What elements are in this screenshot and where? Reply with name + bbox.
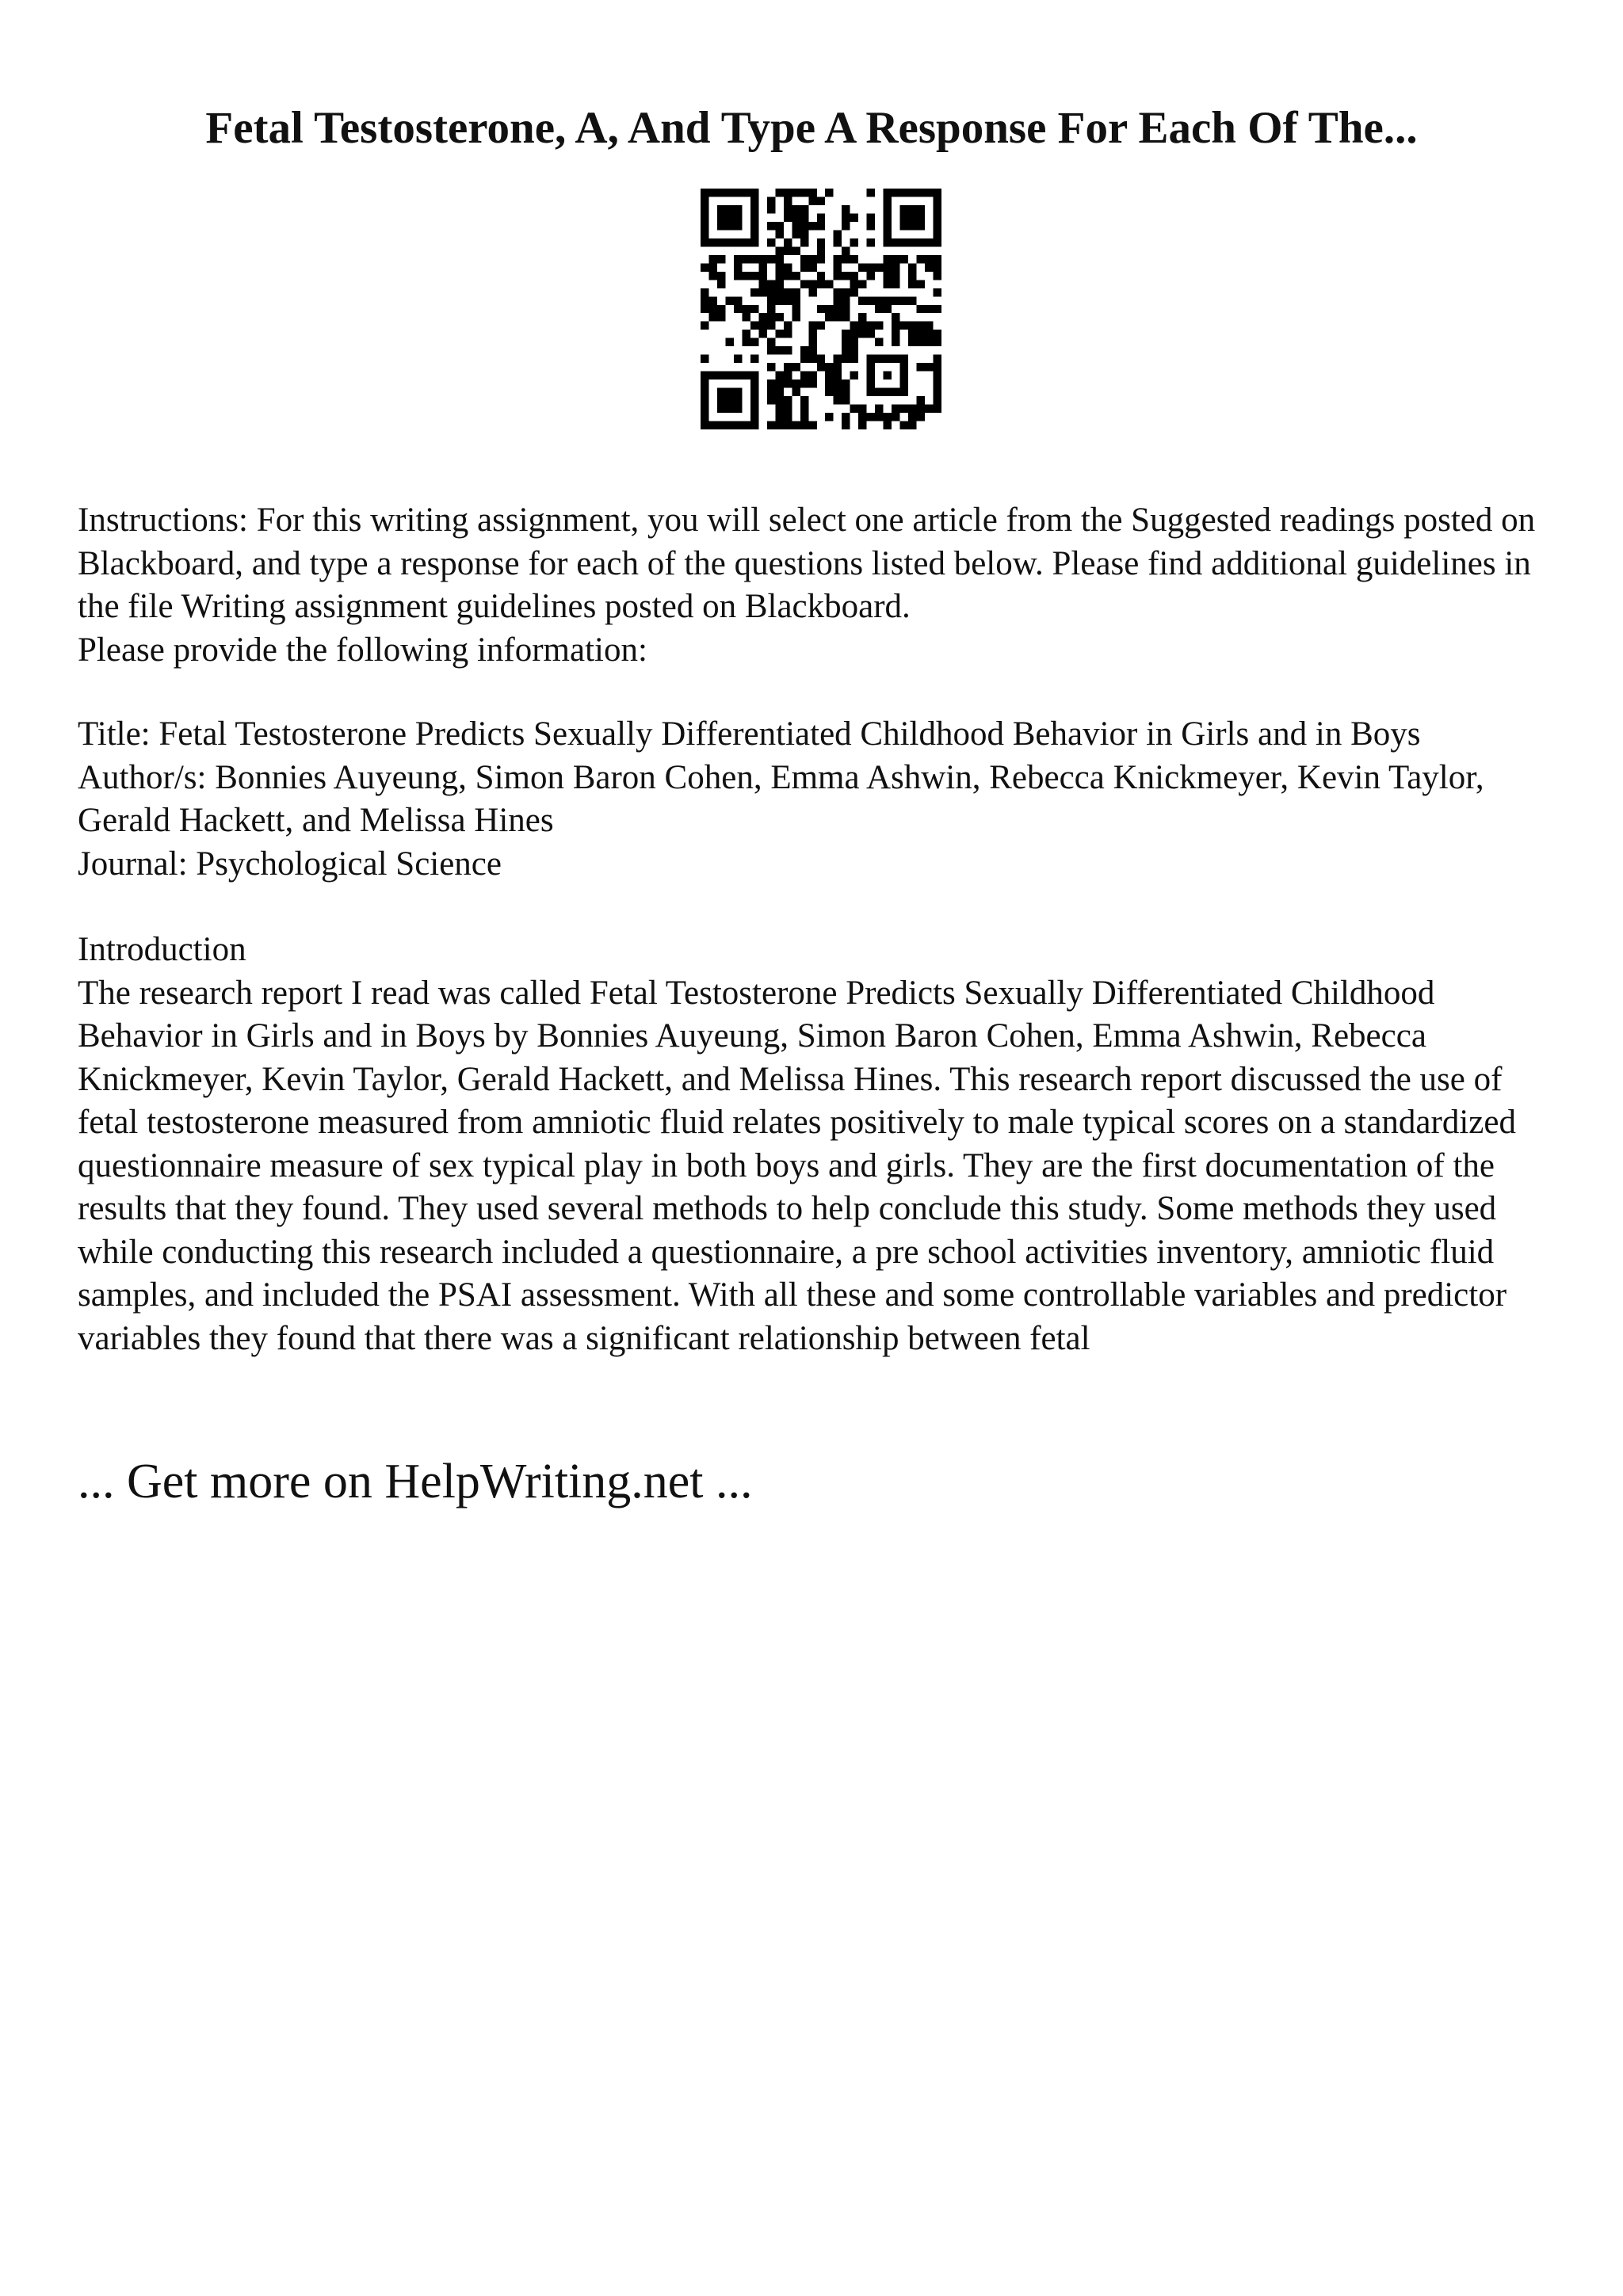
article-journal-line: Journal: Psychological Science (78, 845, 502, 883)
article-info-section (78, 713, 1568, 886)
article-authors-line: Author/s: Bonnies Auyeung, Simon Baron Cohen, Emma Ashwin, Rebecca Knickmeyer, Kevin Taylor, Gerald Hackett, and Melissa Hines (78, 758, 1484, 839)
instructions-prompt: Please provide the following information: (78, 631, 647, 669)
instructions-section (78, 499, 1568, 672)
qr-code-icon (701, 189, 941, 429)
introduction-body: The research report I read was called Fetal Testosterone Predicts Sexually Differentiated Childhood Behavior in Girls and in Boys by Bonnies Auyeung, Simon Baron Cohen, Emma Ashwin, Rebecca Knickmeyer, Kevin Taylor, Gerald Hackett, and Melissa Hines. This research report discussed the use of fetal testosterone measured from amniotic fluid relates positively to male typical scores on a standardized questionnaire measure of sex typical play in both boys and girls. They are the first documentation of the results that they found. They used several methods to help conclude this study. Some methods they used while conducting this research included a questionnaire, a pre school activities inventory, amniotic fluid samples, and included the PSAI assessment. With all these and some controllable variables and predictor variables they found that there was a significant relationship between fetal (78, 974, 1516, 1357)
article-title-line: Title: Fetal Testosterone Predicts Sexually Differentiated Childhood Behavior in Girls and in Boys (78, 715, 1421, 753)
document-title: Fetal Testosterone, A, And Type A Response For Each Of The... (205, 103, 1418, 153)
introduction-heading: Introduction (78, 931, 246, 968)
instructions-text: Instructions: For this writing assignment, you will select one article from the Suggested readings posted on Blackboard, and type a response for each of the questions listed below. Please find additional guidelines in the file Writing assignment guidelines posted on Blackboard. (78, 502, 1536, 625)
helpwriting-link[interactable]: ... Get more on HelpWriting.net ... (78, 1455, 753, 1508)
introduction-section (78, 929, 1568, 1360)
